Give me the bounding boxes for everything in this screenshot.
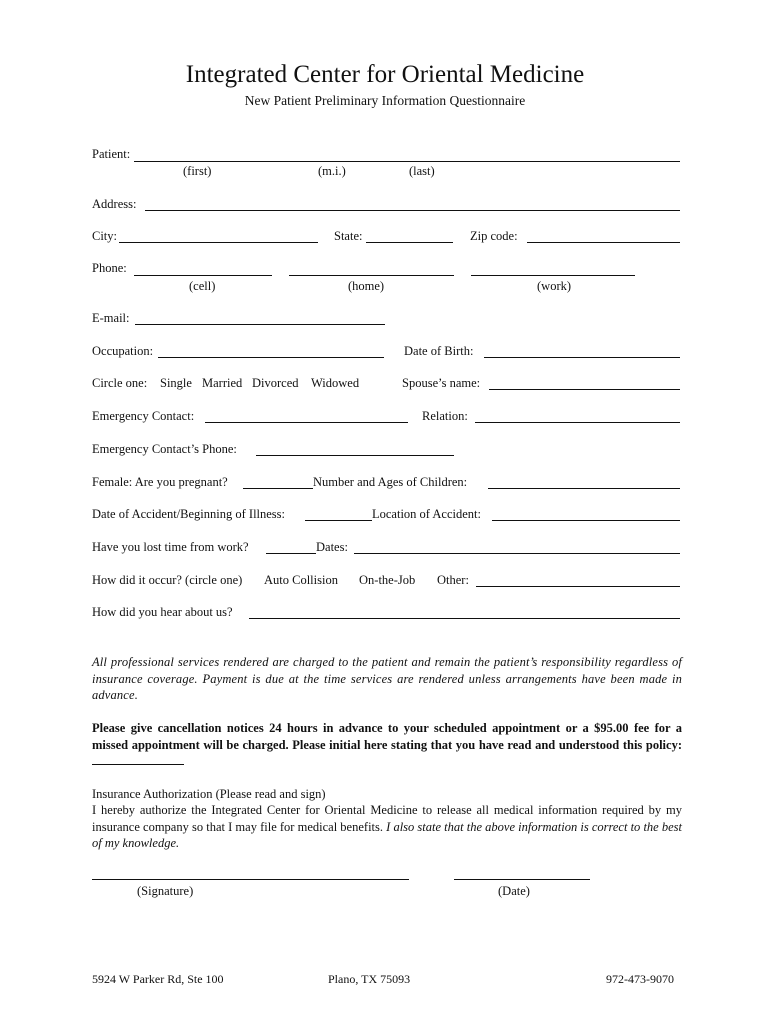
insurance-heading: Insurance Authorization (Please read and sign) [92,787,326,801]
children-line[interactable] [488,488,680,489]
payment-policy-text: All professional services rendered are charged to the patient and remain the patient’s responsibility regardless of insurance coverage. Payment is due at the time services are rendered unless arrangements have been made in advance. [92,655,682,702]
work-phone-line[interactable] [471,275,635,276]
state-label: State: [334,229,363,243]
date-caption: (Date) [498,884,530,898]
lost-time-line[interactable] [266,553,316,554]
footer-city: Plano, TX 75093 [328,972,411,986]
lost-time-label: Have you lost time from work? [92,540,249,554]
accident-location-line[interactable] [492,520,680,521]
date-line[interactable] [454,879,590,880]
email-label: E-mail: [92,311,130,325]
marital-option-single[interactable]: Single [160,376,192,390]
zip-line[interactable] [527,242,680,243]
cell-phone-line[interactable] [134,275,272,276]
hear-about-label: How did you hear about us? [92,605,233,619]
relation-label: Relation: [422,409,468,423]
first-name-caption: (first) [183,164,212,178]
dates-label: Dates: [316,540,348,554]
phone-label: Phone: [92,261,127,275]
marital-option-married[interactable]: Married [202,376,243,390]
page-subtitle: New Patient Preliminary Information Questionnaire [244,93,526,108]
marital-option-divorced[interactable]: Divorced [252,376,299,390]
city-line[interactable] [119,242,318,243]
dates-line[interactable] [354,553,680,554]
accident-date-label: Date of Accident/Beginning of Illness: [92,507,286,521]
address-line[interactable] [145,210,680,211]
emergency-contact-line[interactable] [205,422,408,423]
insurance-text: I hereby authorize the Integrated Center for Oriental Medicine to release all medical information required by my insurance company so that I may file for medical benefits. [92,803,682,834]
relation-line[interactable] [475,422,680,423]
work-caption: (work) [537,279,572,293]
home-caption: (home) [348,279,385,293]
signature-caption: (Signature) [137,884,194,898]
patient-label: Patient: [92,147,131,161]
insurance-italic-text: I also state that the above information is correct to the best of my knowledge. [92,819,682,850]
last-name-caption: (last) [409,164,435,178]
cancellation-policy-text: Please give cancellation notices 24 hours in advance to your scheduled appointment or a $95.00 fee for a missed appointment will be charged. Please initial here stating that you have read and understood this policy: [92,721,682,752]
pregnant-label: Female: Are you pregnant? [92,475,228,489]
middle-initial-caption: (m.i.) [318,164,346,178]
accident-location-label: Location of Accident: [372,507,481,521]
pregnant-line[interactable] [243,488,313,489]
footer-address: 5924 W Parker Rd, Ste 100 [92,972,224,986]
zip-label: Zip code: [470,229,518,243]
spouse-label: Spouse’s name: [402,376,481,390]
dob-line[interactable] [484,357,680,358]
email-line[interactable] [135,324,385,325]
signature-line[interactable] [92,879,409,880]
city-label: City: [92,229,118,243]
insurance-authorization [92,802,682,852]
how-occur-label: How did it occur? (circle one) [92,573,243,587]
footer-phone: 972-473-9070 [606,972,674,986]
address-label: Address: [92,197,137,211]
occur-option-other[interactable]: Other: [437,573,469,587]
patient-name-line[interactable] [134,161,680,162]
dob-label: Date of Birth: [404,344,474,358]
occur-option-auto[interactable]: Auto Collision [264,573,338,587]
occur-option-job[interactable]: On-the-Job [359,573,416,587]
home-phone-line[interactable] [289,275,454,276]
emergency-phone-label: Emergency Contact’s Phone: [92,442,237,456]
marital-option-widowed[interactable]: Widowed [311,376,360,390]
state-line[interactable] [366,242,453,243]
accident-date-line[interactable] [305,520,372,521]
children-label: Number and Ages of Children: [313,475,468,489]
other-line[interactable] [476,586,680,587]
occupation-label: Occupation: [92,344,154,358]
emergency-contact-label: Emergency Contact: [92,409,195,423]
emergency-phone-line[interactable] [256,455,454,456]
occupation-line[interactable] [158,357,384,358]
policy-initial-line[interactable] [92,753,184,765]
cancellation-policy [92,720,682,770]
page-title: Integrated Center for Oriental Medicine [185,61,585,88]
cell-caption: (cell) [189,279,216,293]
hear-about-line[interactable] [249,618,680,619]
spouse-line[interactable] [489,389,680,390]
circle-one-label: Circle one: [92,376,148,390]
